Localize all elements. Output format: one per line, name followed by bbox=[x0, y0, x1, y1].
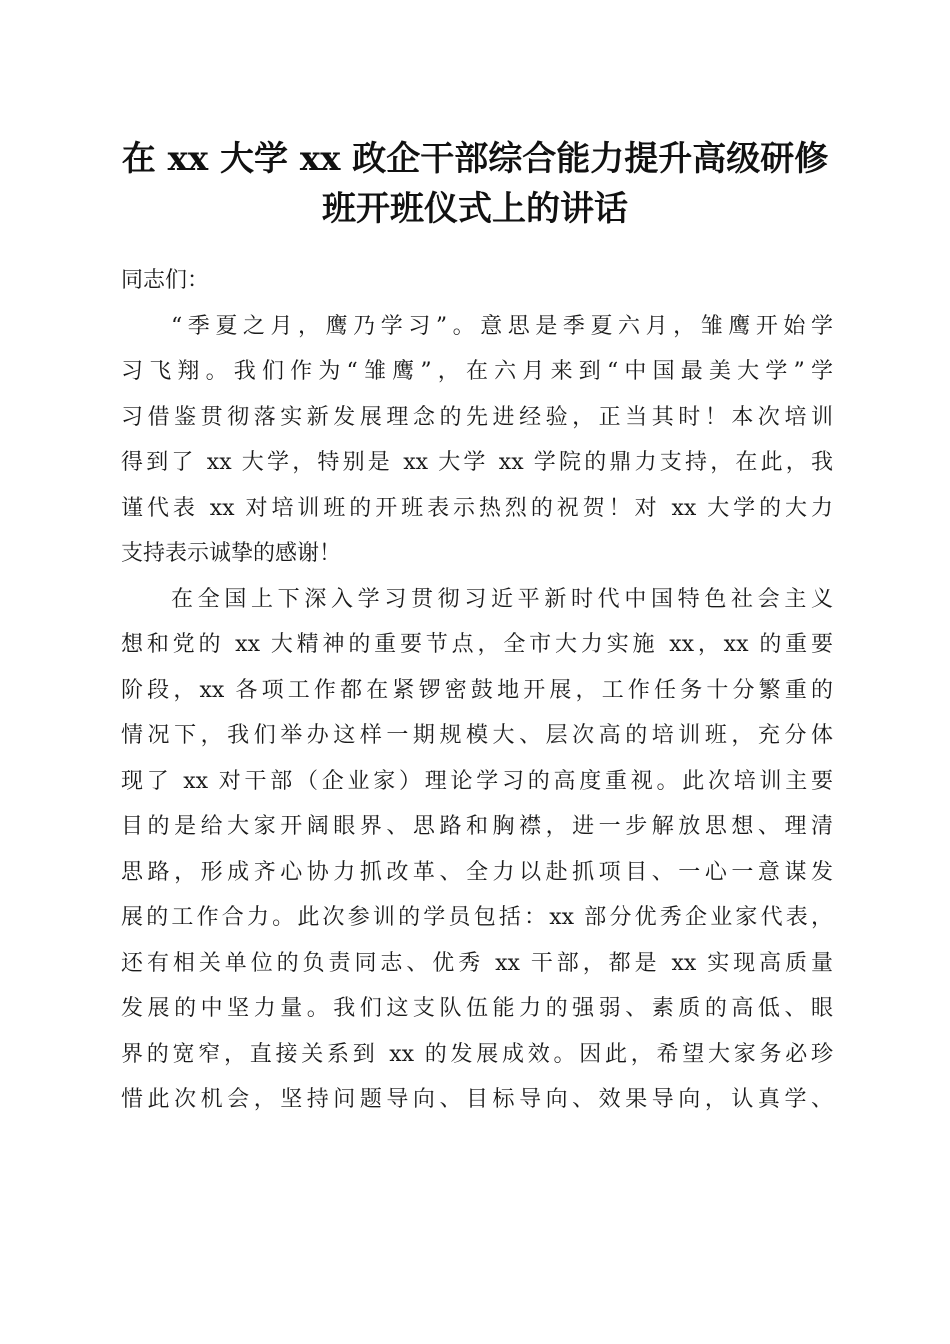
paragraph-line: 界的宽窄，直接关系到 xx 的发展成效。因此，希望大家务必珍 bbox=[121, 1041, 833, 1067]
paragraph-line: 展的工作合力。此次参训的学员包括：xx 部分优秀企业家代表， bbox=[121, 905, 833, 930]
paragraph-line: 阶段，xx 各项工作都在紧锣密鼓地开展，工作任务十分繁重的 bbox=[121, 677, 833, 703]
title-line-2: 班开班仪式上的讲话 bbox=[322, 189, 628, 229]
paragraph-line: 支持表示诚挚的感谢！ bbox=[121, 541, 342, 566]
paragraph-line: 思路，形成齐心协力抓改革、全力以赴抓项目、一心一意谋发 bbox=[121, 859, 833, 885]
paragraph-line: 谨代表 xx 对培训班的开班表示热烈的祝贺！对 xx 大学的大力 bbox=[121, 495, 833, 521]
document-body bbox=[121, 258, 833, 1123]
paragraph-line: 惜此次机会，坚持问题导向、目标导向、效果导向，认真学、 bbox=[121, 1087, 833, 1112]
paragraph-line: 得到了 xx 大学，特别是 xx 大学 xx 学院的鼎力支持，在此，我 bbox=[121, 450, 833, 475]
paragraph-line: 还有相关单位的负责同志、优秀 xx 干部，都是 xx 实现高质量 bbox=[121, 950, 833, 976]
paragraph-line: “季夏之月，鹰乃学习”。意思是季夏六月，雏鹰开始学 bbox=[171, 313, 833, 339]
paragraph-line: 习飞翔。我们作为“雏鹰”，在六月来到“中国最美大学”学 bbox=[121, 359, 833, 384]
paragraph-line: 情况下，我们举办这样一期规模大、层次高的培训班，充分体 bbox=[121, 723, 833, 748]
paragraph-line: 目的是给大家开阔眼界、思路和胸襟，进一步解放思想、理清 bbox=[121, 814, 833, 839]
paragraph-1 bbox=[121, 304, 833, 577]
paragraph-line: 想和党的 xx 大精神的重要节点，全市大力实施 xx，xx 的重要 bbox=[121, 632, 833, 657]
paragraph-line: 习借鉴贯彻落实新发展理念的先进经验，正当其时！本次培训 bbox=[121, 404, 833, 430]
paragraph-2 bbox=[121, 577, 833, 1123]
document-title bbox=[90, 134, 860, 234]
paragraph-line: 在全国上下深入学习贯彻习近平新时代中国特色社会主义 bbox=[171, 586, 833, 612]
paragraph-line: 发展的中坚力量。我们这支队伍能力的强弱、素质的高低、眼 bbox=[121, 996, 833, 1021]
paragraph-line: 现了 xx 对干部（企业家）理论学习的高度重视。此次培训主要 bbox=[121, 768, 833, 794]
salutation: 同志们： bbox=[121, 268, 210, 293]
title-line-1: 在 xx 大学 xx 政企干部综合能力提升高级研修 bbox=[121, 139, 829, 179]
